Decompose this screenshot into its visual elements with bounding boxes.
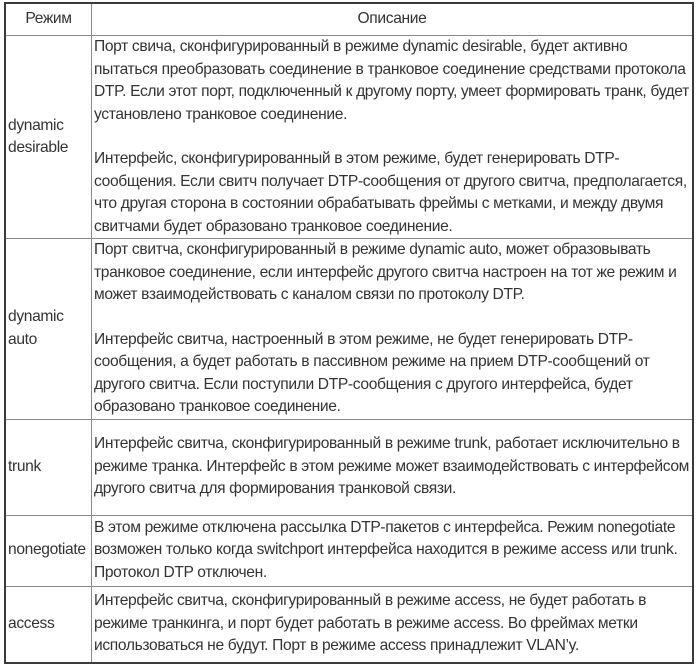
description-paragraph: Интерфейс свитча, сконфигурированный в режиме trunk, работает исключительно в режиме транка. Интерфейс в этом режиме может взаимодействовать с интерфейсом другого свитча для формирования транковой связи. [94, 435, 690, 498]
table-row [5, 239, 693, 420]
description-paragraph: Интерфейс свитча, сконфигурированный в режиме access, не будет работать в режиме транкинга, и порт будет работать в режиме access. Во фреймах метки использоваться не будут. Порт в режиме access принадлежит VLAN’y. [94, 592, 647, 655]
description-cell [92, 586, 694, 663]
description-cell [92, 515, 694, 586]
mode-cell: nonegotiate [5, 515, 92, 586]
mode-cell: trunk [5, 419, 92, 515]
description-paragraph: Порт свича, сконфигурированный в режиме dynamic desirable, будет активно пытаться преобразовать соединение в транковое соединение средствами протокола DTP. Если этот порт, подключенный к другому порту, умеет формировать транк, будет установлено транковое соединение. [94, 38, 689, 123]
mode-cell: dynamic auto [5, 239, 92, 420]
description-paragraph: В этом режиме отключена рассылка DTP-пакетов с интерфейса. Режим nonegotiate возможен только когда switchport интерфейса находится в режиме access или trunk. Протокол DTP отключен. [94, 518, 678, 581]
description-cell [92, 36, 694, 239]
description-paragraph: Интерфейс, сконфигурированный в этом режиме, будет генерировать DTP-сообщения. Если свитч получает DTP-сообщения от другого свитча, предполагается, что другая сторона в состоянии обрабатывать фреймы с метками, и между двумя свитчами будет образовано транковое соединение. [94, 150, 687, 235]
description-paragraph: Порт свитча, сконфигурированный в режиме dynamic auto, может образовывать транковое соединение, если интерфейс другого свитча настроен на тот же режим и может взаимодействовать с каналом связи по протоколу DTP. [94, 241, 677, 303]
table-row [5, 36, 693, 239]
dtp-modes-table [4, 2, 694, 664]
description-cell [92, 239, 694, 420]
description-cell [92, 419, 694, 515]
header-row [5, 3, 693, 36]
header-description: Описание [92, 3, 694, 36]
description-paragraph: Интерфейс свитча, настроенный в этом режиме, не будет генерировать DTP-сообщения, а будет работать в пассивном режиме на прием DTP-сообщений от другого свитча. Если поступили DTP-сообщения с другого интерфейса, будет образовано транковое соединение. [94, 330, 650, 415]
header-mode: Режим [5, 3, 92, 36]
table-row [5, 515, 693, 586]
mode-cell: dynamic desirable [5, 36, 92, 239]
table-row [5, 586, 693, 663]
table-row [5, 419, 693, 515]
mode-cell: access [5, 586, 92, 663]
